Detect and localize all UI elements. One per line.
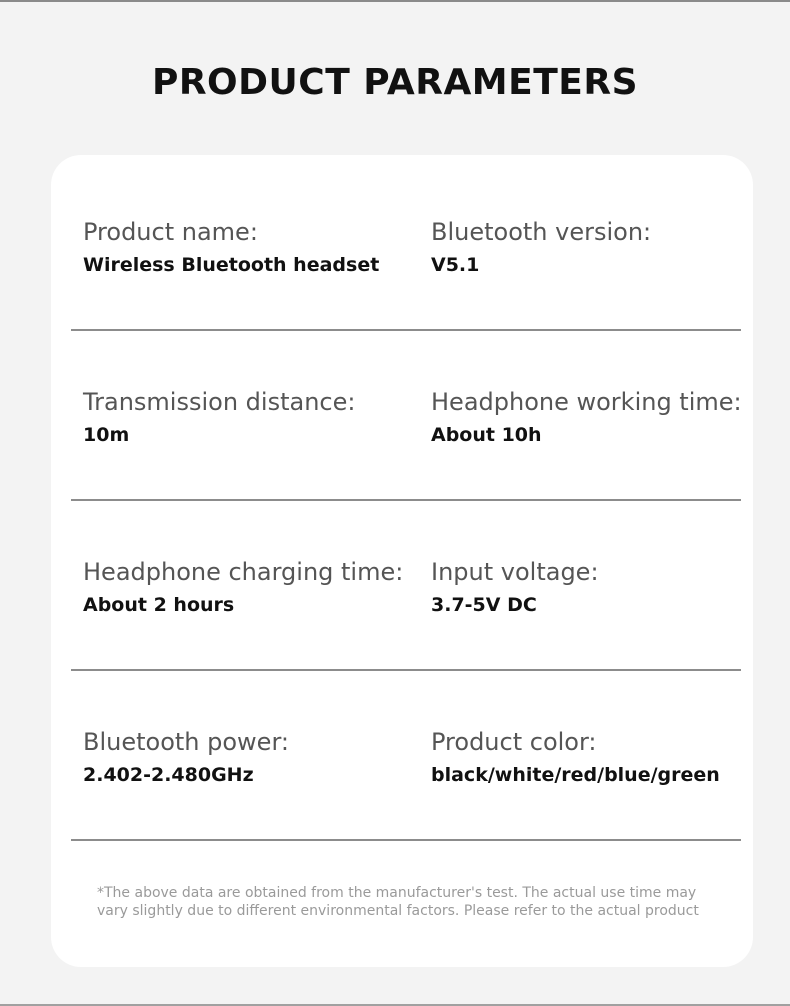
parameter-row xyxy=(71,331,741,501)
parameter-label: Bluetooth version: xyxy=(431,218,652,246)
parameters-card xyxy=(51,155,753,967)
row-divider xyxy=(71,839,741,841)
parameter-label: Input voltage: xyxy=(431,558,599,586)
top-divider xyxy=(0,0,790,2)
footnote-line: vary slightly due to different environmental factors. Please refer to the actual product xyxy=(97,903,699,919)
disclaimer-footnote xyxy=(97,884,727,920)
parameter-value: 2.402-2.480GHz xyxy=(83,764,254,786)
parameter-bluetooth-version xyxy=(431,217,651,277)
parameter-label: Bluetooth power: xyxy=(83,728,289,756)
parameter-transmission-distance xyxy=(83,387,355,447)
parameter-value: 3.7-5V DC xyxy=(431,594,537,616)
parameter-label: Headphone charging time: xyxy=(83,558,404,586)
page-title: PRODUCT PARAMETERS xyxy=(151,62,639,103)
parameter-label: Product name: xyxy=(83,218,258,246)
parameter-working-time xyxy=(431,387,742,447)
parameter-value: 10m xyxy=(83,424,130,446)
parameter-input-voltage xyxy=(431,557,599,617)
parameter-row xyxy=(71,161,741,331)
footnote-line: *The above data are obtained from the manufacturer's test. The actual use time may xyxy=(97,885,697,901)
parameter-charging-time xyxy=(83,557,403,617)
parameter-label: Headphone working time: xyxy=(431,388,742,416)
parameter-value: V5.1 xyxy=(431,254,480,276)
parameter-value: black/white/red/blue/green xyxy=(431,764,720,786)
parameter-value: About 2 hours xyxy=(83,594,235,616)
parameter-row xyxy=(71,501,741,671)
parameter-row xyxy=(71,671,741,841)
parameter-bluetooth-power xyxy=(83,727,289,787)
parameter-product-color xyxy=(431,727,720,787)
parameter-value: About 10h xyxy=(431,424,542,446)
parameter-value: Wireless Bluetooth headset xyxy=(83,254,380,276)
parameter-label: Transmission distance: xyxy=(83,388,356,416)
parameter-product-name xyxy=(83,217,379,277)
parameter-label: Product color: xyxy=(431,728,597,756)
